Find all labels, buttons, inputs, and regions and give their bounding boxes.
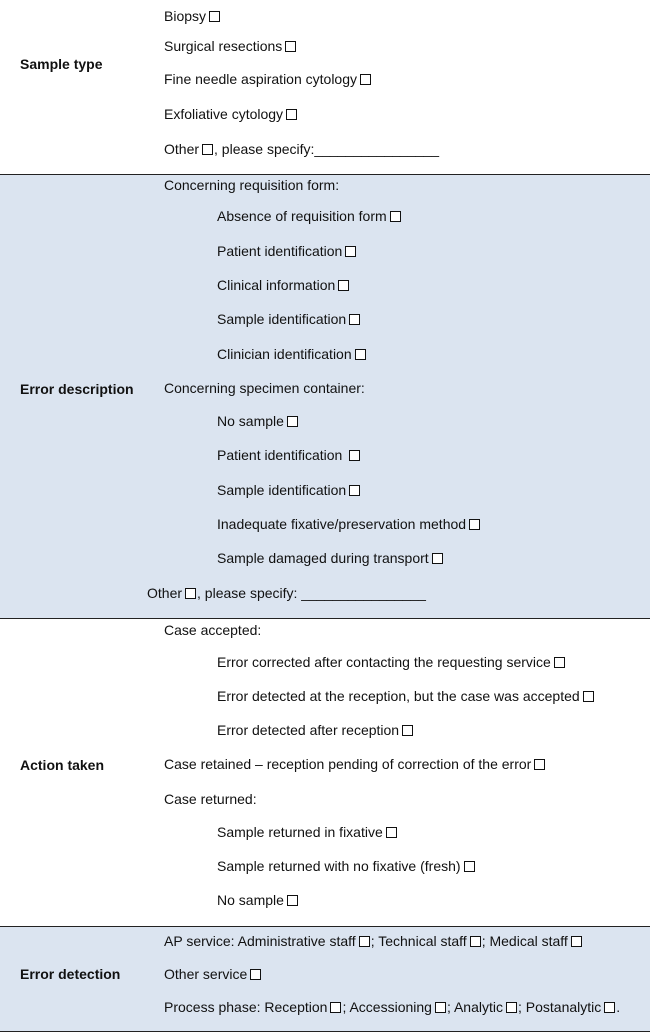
checkbox[interactable] [202,144,213,155]
checkbox[interactable] [470,936,481,947]
checkbox[interactable] [287,416,298,427]
accepted-at-reception: Error detected at the reception, but the case was accepted [217,688,595,704]
checkbox[interactable] [554,657,565,668]
sample-type-section [0,0,650,174]
cont-fixative: Inadequate fixative/preservation method [217,516,481,532]
option-biopsy: Biopsy [164,8,221,24]
checkbox[interactable] [360,74,371,85]
cont-patient-id: Patient identification [217,447,361,463]
requisition-heading: Concerning requisition form: [164,177,340,193]
checkbox[interactable] [209,11,220,22]
cont-sample-id: Sample identification [217,482,361,498]
checkbox[interactable] [432,553,443,564]
checkbox[interactable] [330,1002,341,1013]
checkbox[interactable] [287,895,298,906]
cont-damaged: Sample damaged during transport [217,550,444,566]
req-sample-id: Sample identification [217,311,361,327]
accepted-corrected: Error corrected after contacting the requesting service [217,654,566,670]
req-clinical-info: Clinical information [217,277,350,293]
action-taken-section [0,619,650,926]
returned-heading: Case returned: [164,791,257,807]
returned-fixative: Sample returned in fixative [217,824,398,840]
option-other: Other , please specify:________________ [164,141,439,157]
req-clinician-id: Clinician identification [217,346,367,362]
option-surgical-resections: Surgical resections [164,38,297,54]
cont-no-sample: No sample [217,413,299,429]
error-description-section [0,175,650,618]
checkbox[interactable] [604,1002,615,1013]
container-heading: Concerning specimen container: [164,380,365,396]
process-phase-line: Process phase: Reception ; Accessioning ; Analytic ; Postanalytic . [164,999,621,1015]
checkbox[interactable] [349,450,360,461]
specify-field[interactable]: , please specify:________________ [214,141,439,157]
checkbox[interactable] [349,485,360,496]
checkbox[interactable] [402,725,413,736]
error-detection-section [0,927,650,1031]
checkbox[interactable] [349,314,360,325]
returned-no-sample: No sample [217,892,299,908]
checkbox[interactable] [571,936,582,947]
req-absence: Absence of requisition form [217,208,402,224]
checkbox[interactable] [345,246,356,257]
action-taken-label: Action taken [20,757,105,773]
checkbox[interactable] [185,588,196,599]
returned-fresh: Sample returned with no fixative (fresh) [217,858,476,874]
checkbox[interactable] [286,109,297,120]
checkbox[interactable] [506,1002,517,1013]
checkbox[interactable] [338,280,349,291]
checkbox[interactable] [534,759,545,770]
accepted-after-reception: Error detected after reception [217,722,414,738]
sample-type-label: Sample type [20,56,103,72]
checkbox[interactable] [355,349,366,360]
option-exfoliative: Exfoliative cytology [164,106,298,122]
checkbox[interactable] [359,936,370,947]
checkbox[interactable] [435,1002,446,1013]
error-detection-label: Error detection [20,966,121,982]
checkbox[interactable] [583,691,594,702]
other-service-line: Other service [164,966,262,982]
specify-field[interactable]: , please specify: ________________ [197,585,426,601]
checkbox[interactable] [250,969,261,980]
checkbox[interactable] [285,41,296,52]
accepted-heading: Case accepted: [164,622,262,638]
case-retained: Case retained – reception pending of correction of the error [164,756,546,772]
checkbox[interactable] [464,861,475,872]
error-other: Other , please specify: ________________ [147,585,426,601]
checkbox[interactable] [386,827,397,838]
req-patient-id: Patient identification [217,243,357,259]
checkbox[interactable] [390,211,401,222]
ap-service-line: AP service: Administrative staff ; Technical staff ; Medical staff [164,933,583,949]
error-description-label: Error description [20,381,134,397]
option-fine-needle: Fine needle aspiration cytology [164,71,372,87]
checkbox[interactable] [469,519,480,530]
